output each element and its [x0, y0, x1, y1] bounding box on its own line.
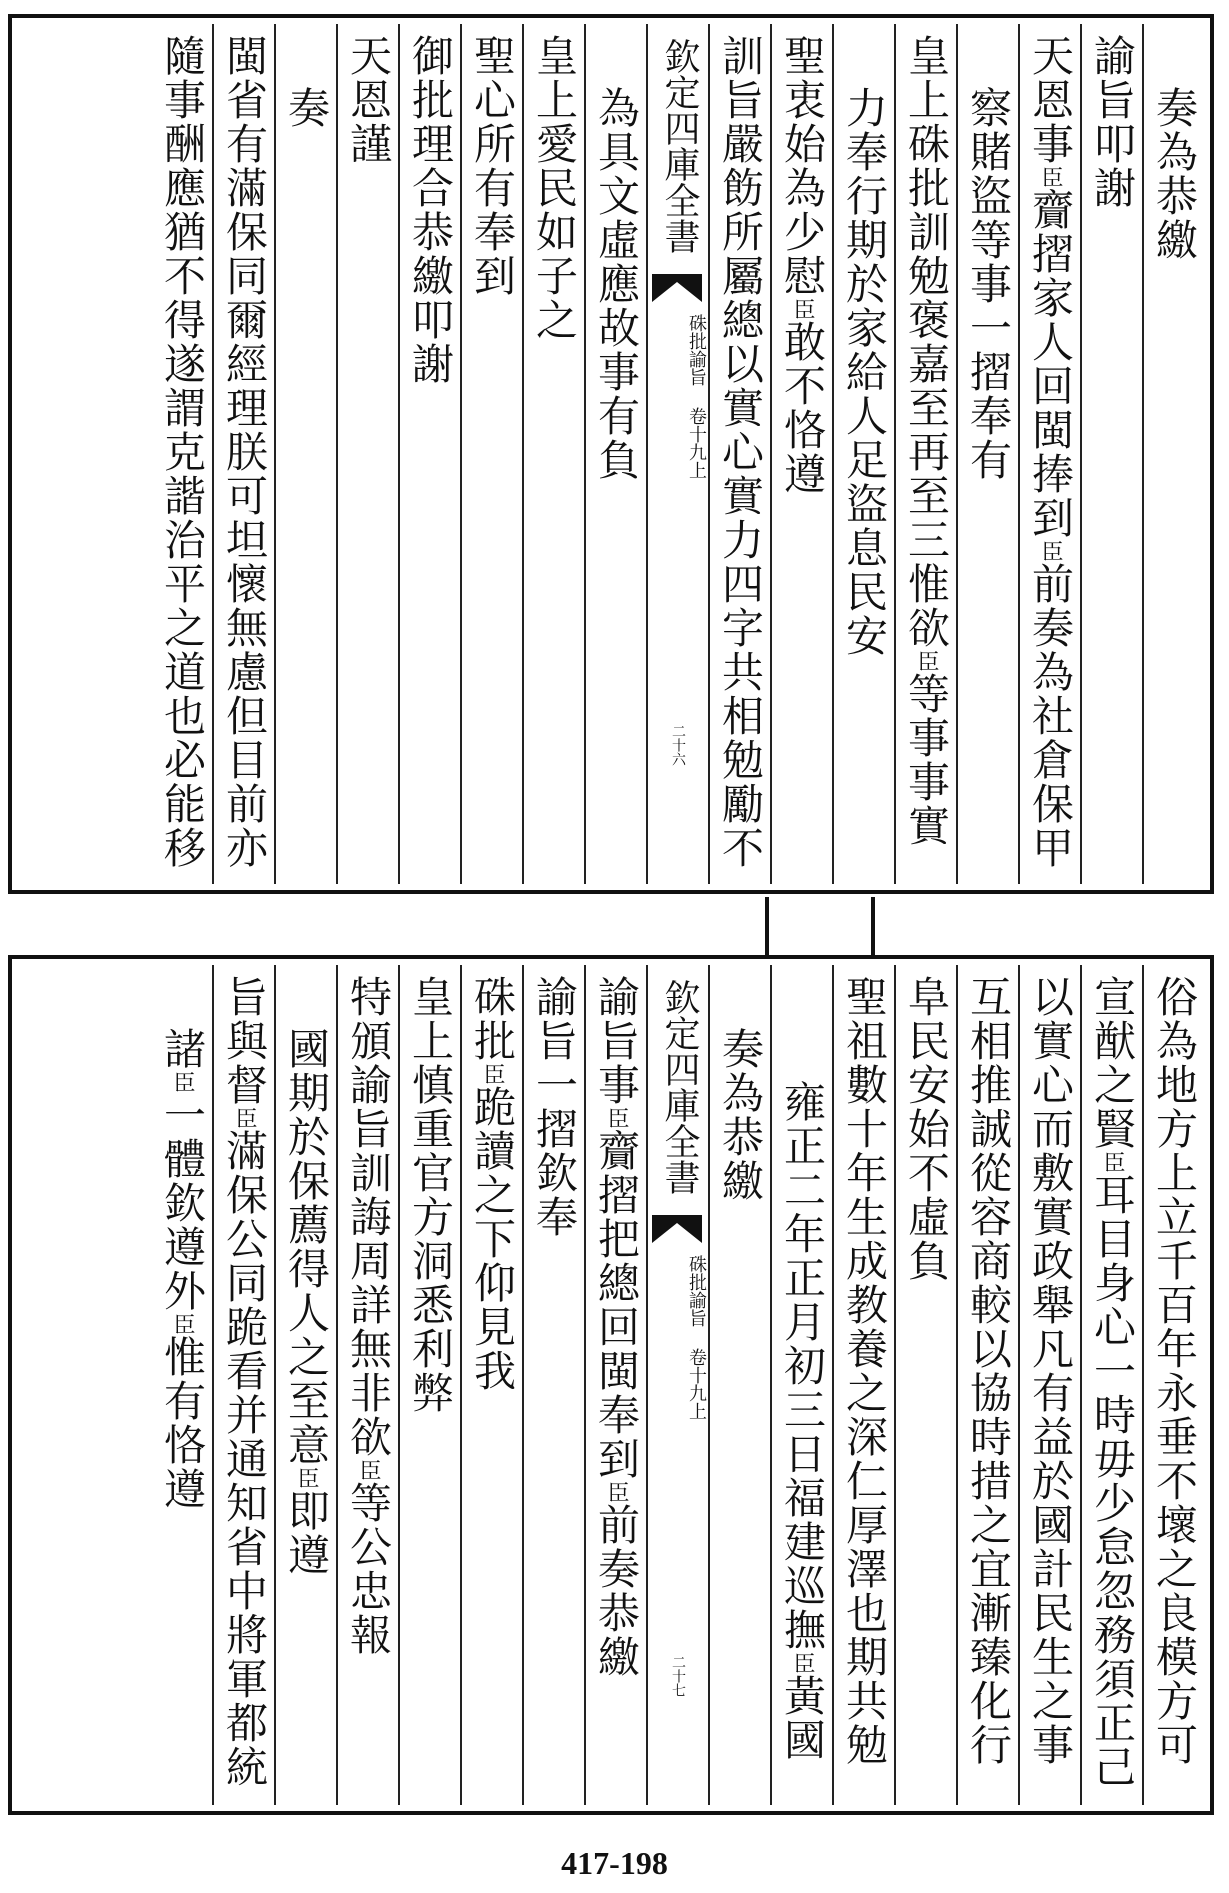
- text-column: 奏: [274, 24, 336, 884]
- chapter-label: 硃批諭旨 卷十九上: [686, 314, 707, 479]
- center-margin-column: [646, 965, 708, 1805]
- text-column: 皇上愛民如子之: [522, 24, 584, 884]
- text-column: 皇上慎重官方洞悉利弊: [398, 965, 460, 1805]
- chapter-label: 硃批諭旨 卷十九上: [686, 1255, 707, 1420]
- text-column: 諭旨叩謝: [1080, 24, 1142, 884]
- page-number: 417-198: [561, 1845, 668, 1881]
- text-column: 俗為地方上立千百年永垂不壞之良模方可: [1142, 965, 1204, 1805]
- text-column: 以實心而敷實政舉凡有益於國計民生之事: [1018, 965, 1080, 1805]
- book-title: 欽定四庫全書: [659, 979, 700, 1195]
- top-columns: [18, 24, 1204, 884]
- bottom-page-panel: [8, 955, 1214, 1815]
- text-column: 諭旨事臣齎摺把總回閩奉到臣前奏恭繳: [584, 965, 646, 1805]
- book-title: 欽定四庫全書: [659, 38, 700, 254]
- text-column: 宣猷之賢臣耳目身心一時毋少怠忽務須正己: [1080, 965, 1142, 1805]
- text-column: 國期於保薦得人之至意臣即遵: [274, 965, 336, 1805]
- text-column: 硃批臣跪讀之下仰見我: [460, 965, 522, 1805]
- text-column: 為具文虛應故事有負: [584, 24, 646, 884]
- fish-tail-mark-icon: [652, 274, 702, 302]
- text-column: 御批理合恭繳叩謝: [398, 24, 460, 884]
- text-column: 奏為恭繳: [708, 965, 770, 1805]
- fish-tail-mark-icon: [652, 1215, 702, 1243]
- text-column: 旨與督臣滿保公同跪看并通知省中將軍都統: [212, 965, 274, 1805]
- text-column: 雍正二年正月初三日福建巡撫臣黃國: [770, 965, 832, 1805]
- text-column: 特頒諭旨訓誨周詳無非欲臣等公忠報: [336, 965, 398, 1805]
- top-page-panel: [8, 14, 1214, 894]
- text-column: 隨事酬應猶不得遂謂克諧治平之道也必能移: [158, 34, 207, 870]
- text-column: 諭旨一摺欽奉: [522, 965, 584, 1805]
- text-column: 訓旨嚴飭所屬總以實心實力四字共相勉勵不: [708, 24, 770, 884]
- page-join-tab: [765, 897, 875, 959]
- text-column: 天恩謹: [336, 24, 398, 884]
- text-column: 察賭盜等事一摺奉有: [956, 24, 1018, 884]
- text-column: 皇上硃批訓勉褒嘉至再至三惟欲臣等事事實: [894, 24, 956, 884]
- text-column: 聖衷始為少慰臣敢不恪遵: [770, 24, 832, 884]
- folio-number: 二十七: [670, 1655, 686, 1697]
- text-column: 互相推誠從容商較以協時措之宜漸臻化行: [956, 965, 1018, 1805]
- text-column: 力奉行期於家給人足盜息民安: [832, 24, 894, 884]
- center-margin-column: [646, 24, 708, 884]
- text-column: 諸臣一體欽遵外臣惟有恪遵: [158, 1027, 207, 1511]
- text-column: 聖心所有奉到: [460, 24, 522, 884]
- text-column: 奏為恭繳: [1142, 24, 1204, 884]
- text-column: 天恩事臣齎摺家人回閩捧到臣前奏為社倉保甲: [1018, 24, 1080, 884]
- bottom-columns: [18, 965, 1204, 1805]
- text-column: 阜民安始不虛負: [894, 965, 956, 1805]
- text-column: 閩省有滿保同爾經理朕可坦懷無慮但目前亦: [212, 24, 274, 884]
- folio-number: 二十六: [670, 724, 686, 766]
- text-column: 聖祖數十年生成教養之深仁厚澤也期共勉: [832, 965, 894, 1805]
